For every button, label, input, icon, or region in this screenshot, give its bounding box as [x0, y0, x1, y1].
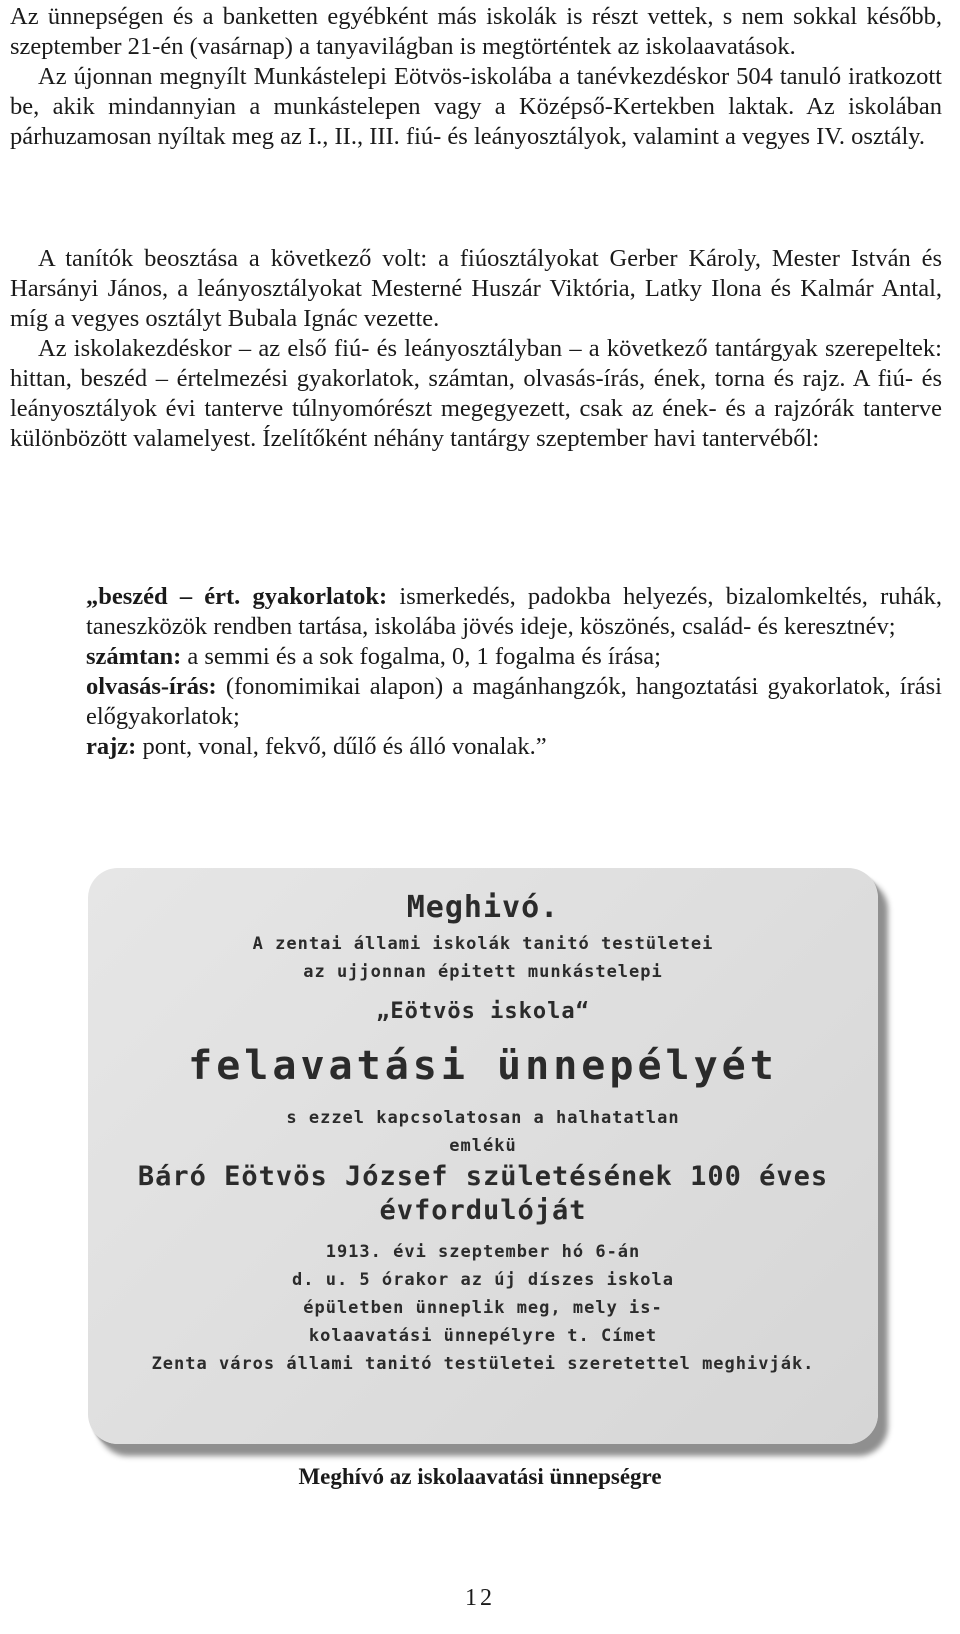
invitation-line: A zentai állami iskolák tanitó testületei: [252, 934, 714, 954]
invitation-title: Meghivó.: [406, 890, 560, 925]
invitation-line: kolaavatási ünnepélyre t. Címet: [308, 1326, 658, 1346]
text-block-top: [10, 2, 942, 152]
invitation-line: az ujjonnan épitett munkástelepi: [303, 962, 663, 982]
page-number: 12: [465, 1585, 495, 1611]
invitation-line: d. u. 5 órakor az új díszes iskola: [292, 1270, 674, 1290]
quote-item-reading: [86, 672, 942, 732]
invitation-line: emlékü: [449, 1136, 517, 1156]
figure-caption: Meghívó az iskolaavatási ünnepségre: [298, 1464, 662, 1489]
invitation-line: s ezzel kapcsolatosan a halhatatlan: [286, 1108, 680, 1128]
text-block-middle: [10, 244, 942, 454]
paragraph-enrollment: Az újonnan megnyílt Munkástelepi Eötvös-iskolába a tanévkezdéskor 504 tanuló iratkozott be, akik mindannyian a munkástelepen vagy a Középső-Kertekben laktak. Az iskolában párhuzamosan nyíltak meg az I., II., III. fiú- és leányosztályok, valamint a vegyes IV. osztály.: [10, 63, 942, 150]
paragraph-ceremony: Az ünnepségen és a banketten egyébként más iskolák is részt vettek, s nem sokkal később, szeptember 21-én (vasárnap) a tanyavilágban is megtörténtek az iskolaavatások.: [10, 3, 942, 60]
quote-term: rajz:: [86, 733, 137, 760]
invitation-headline: felavatási ünnepélyét: [188, 1043, 778, 1089]
quote-term: „beszéd – ért. gyakorlatok:: [86, 583, 388, 610]
paragraph-teachers: A tanítók beosztása a következő volt: a fiúosztályokat Gerber Károly, Mester István és Harsányi János, a leányosztályokat Mesterné Huszár Viktória, Latky Ilona és Kalmár Antal, míg a vegyes osztályt Bubala Ignác vezette.: [10, 245, 942, 332]
invitation-line: épületben ünneplik meg, mely is-: [303, 1298, 663, 1318]
invitation-school-name: „Eötvös iskola“: [376, 999, 590, 1024]
invitation-anniversary: Báró Eötvös József születésének 100 éves: [137, 1161, 829, 1192]
quote-item-drawing: [86, 732, 942, 762]
invitation-anniversary-word: évfordulóját: [379, 1195, 587, 1226]
quote-item-speech: [86, 582, 942, 642]
quote-text: a semmi és a sok fogalma, 0, 1 fogalma és írása;: [181, 643, 661, 670]
curriculum-quote: [86, 582, 942, 762]
paragraph-subjects: Az iskolakezdéskor – az első fiú- és leányosztályban – a következő tantárgyak szerepeltek: hittan, beszéd – értelmezési gyakorlatok, számtan, olvasás-írás, ének, torna és rajz. A fiú- és leányosztályok évi tanterve túlnyomórészt megegyezett, csak az ének- és a rajzórák tanterve különbözött valamelyest. Ízelítőként néhány tantárgy szeptember havi tantervéből:: [10, 335, 942, 452]
quote-term: számtan:: [86, 643, 182, 670]
quote-term: olvasás-írás:: [86, 673, 217, 700]
quote-item-math: [86, 642, 942, 672]
quote-text: (fonomimikai alapon) a magánhangzók, hangoztatási gyakorlatok, írási előgyakorlatok;: [86, 673, 942, 730]
quote-text: ismerkedés, padokba helyezés, bizalomkeltés, ruhák, taneszközök rendben tartása, iskolába jövés ideje, köszönés, család- és keresztnév;: [86, 583, 942, 640]
invitation-date: 1913. évi szeptember hó 6-án: [325, 1242, 641, 1262]
invitation-signature: Zenta város állami tanitó testületei szeretettel meghivják.: [151, 1354, 815, 1374]
invitation-card: [88, 868, 878, 1444]
quote-text: pont, vonal, fekvő, dűlő és álló vonalak.”: [136, 733, 547, 760]
invitation-photo: [88, 868, 878, 1444]
invitation-text: [88, 886, 878, 1378]
